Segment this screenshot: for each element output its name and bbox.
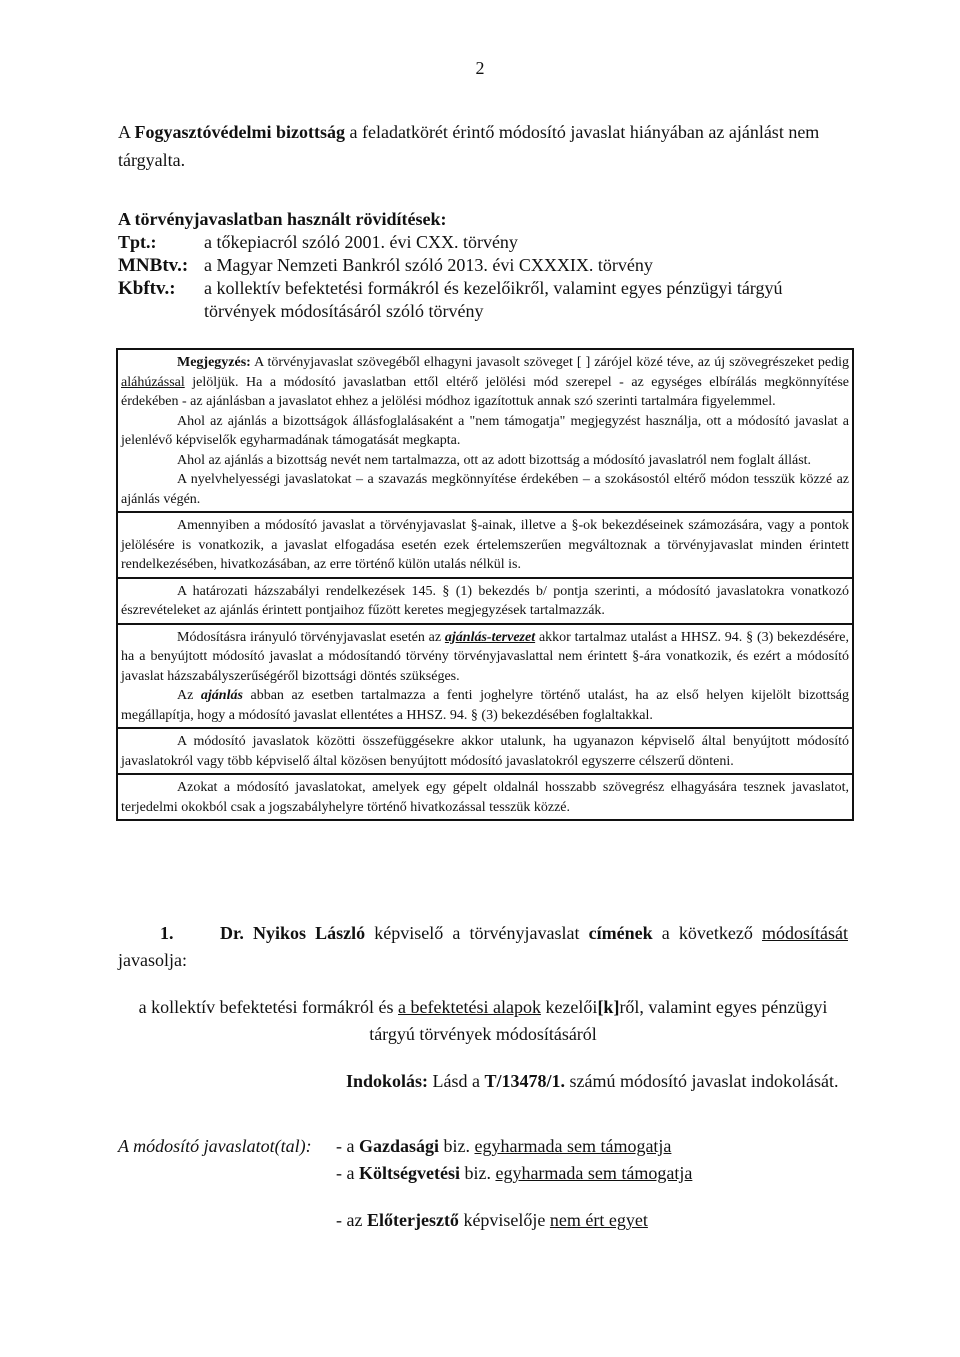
note-term: ajánlás: [200, 688, 243, 703]
amendment-text: a következő: [652, 923, 762, 943]
note-section-relations: [118, 729, 852, 775]
note-paragraph: A módosító javaslatok közötti összefüggésekre akkor utalunk, ha ugyanazon képviselő által benyújtott módosító javaslatokról vagy több képviselő által közösen benyújtott módosító javaslatokról egyszerre célszerű dönteni.: [121, 734, 849, 769]
amended-removed: [k]: [597, 997, 620, 1017]
note-section-length: [118, 775, 852, 819]
positions-label: A módosító javaslatot(tal):: [118, 1136, 312, 1156]
abbreviation-value: a Magyar Nemzeti Bankról szóló 2013. évi CXXXIX. törvény: [204, 255, 653, 275]
committee-name: Költségvetési: [358, 1163, 460, 1183]
note-paragraph: [121, 353, 849, 412]
justification-text: számú módosító javaslat indokolását.: [565, 1071, 839, 1091]
amendment-heading: [118, 920, 848, 974]
mp-name: Dr. Nyikos László: [220, 923, 366, 943]
intro-paragraph: [118, 118, 848, 174]
amended-text: a kollektív befektetési formákról és: [138, 997, 399, 1017]
note-text: Módosításra irányuló törvényjavaslat esetén az: [177, 629, 445, 645]
abbreviation-key: Tpt.:: [118, 232, 157, 252]
amended-text: kezelői: [540, 997, 598, 1017]
note-paragraph: Azokat a módosító javaslatokat, amelyek egy gépelt oldalnál hosszabb szövegrész elhagyására tesznek javaslatot, terjedelmi okokból csak a jogszabályhelyre történő hivatkozással tesszük közzé.: [121, 780, 849, 815]
justification: [346, 1068, 848, 1095]
position-status: nem ért egyet: [549, 1210, 648, 1230]
abbreviation-value: a tőkepiacról szóló 2001. évi CXX. törvény: [204, 232, 518, 252]
position-status: egyharmada sem támogatja: [495, 1163, 693, 1183]
note-paragraph: [121, 628, 849, 687]
note-label: Megjegyzés:: [177, 355, 251, 370]
abbreviation-key: MNBtv.:: [118, 255, 189, 276]
amendment-number: 1.: [160, 923, 174, 943]
position-row: [336, 1207, 692, 1234]
position-text: képviselője: [458, 1210, 550, 1230]
note-section-remarks: [118, 579, 852, 625]
amendment-action: módosítását: [762, 923, 848, 943]
abbreviation-value: a kollektív befektetési formákról és kezelőikről, valamint egyes pénzügyi tárgyú törvények módosításáról szóló törvény: [204, 278, 783, 321]
note-paragraph: Ahol az ajánlás a bizottság nevét nem tartalmazza, ott az adott bizottság a módosító javaslatról nem foglalt állást.: [177, 452, 812, 468]
note-paragraph: Ahol az ajánlás a bizottságok állásfoglalásaként a "nem támogatja" megjegyzést használja, ott a módosító javaslat a jelenlévő képviselők egyharmadának támogatását megkapta.: [121, 413, 849, 448]
committee-name: Fogyasztóvédelmi bizottság: [134, 122, 345, 142]
justification-text: Lásd a: [428, 1071, 485, 1091]
note-underlined: aláhúzással: [121, 374, 185, 390]
page-number: 2: [475, 58, 485, 78]
note-text: jelöljük. Ha a módosító javaslatban ettől eltérő jelölési mód szerepel - az egységes elbírálás megkönnyítése érdekében - az ajánlásban a javaslatot ehhez a jelölési módhoz igazítottuk annak szó szerinti tartalmára figyelemmel.: [121, 374, 849, 409]
submitter-name: Előterjesztő: [366, 1210, 459, 1230]
amended-inserted: a befektetési alapok: [398, 997, 541, 1017]
abbreviations-heading: A törvényjavaslatban használt rövidítések:: [118, 209, 447, 229]
position-text: - az: [336, 1210, 367, 1230]
position-status: egyharmada sem támogatja: [474, 1136, 672, 1156]
note-section-numbering: [118, 513, 852, 579]
note-text: abban az esetben tartalmazza a fenti joghelyre történő utalást, ha az első helyen kijelölt bizottság megállapítja, hogy a módosító javaslat ellentétes a HHSZ. 94. § (3) bekezdésében foglaltakkal.: [121, 688, 850, 723]
position-text: biz.: [459, 1163, 496, 1183]
amendment-item: [118, 920, 848, 1234]
position-row: [336, 1133, 692, 1160]
abbreviation-row: [118, 277, 858, 323]
note-paragraph: [121, 686, 849, 725]
note-term: ajánlás-tervezet: [444, 629, 536, 645]
note-section-hhsz: [118, 625, 852, 730]
note-section-markup: [118, 350, 852, 513]
justification-ref: T/13478/1.: [484, 1071, 566, 1091]
intro-rest: a feladatkörét érintő módosító javaslat hiányában az ajánlást nem tárgyalta.: [118, 122, 820, 170]
position-row: [336, 1160, 692, 1187]
position-text: - a: [336, 1136, 359, 1156]
amendment-text: képviselő a törvényjavaslat: [365, 923, 589, 943]
abbreviation-key: Kbftv.:: [118, 278, 176, 299]
note-paragraph: A nyelvhelyességi javaslatokat – a szavazás megkönnyítése érdekében – a szokásostól eltérő módon tesszük közzé az ajánlás végén.: [121, 472, 849, 507]
note-text: akkor tartalmaz utalást a HHSZ. 94. § (3) bekezdésére, ha a benyújtott módosító javaslat a módosítandó törvény törvényjavaslattal nem érintett §-ára vonatkozik, és ezért a módosító javaslat házszabályszerűségéről bizottsági döntés szükséges.: [121, 629, 849, 684]
note-paragraph: Amennyiben a módosító javaslat a törvényjavaslat §-ainak, illetve a §-ok bekezdéseinek számozására, vagy a pontok jelölésére is vonatkozik, a javaslat elfogadása esetén ezek értelemszerűen megváltoznak a törvényjavaslat minden érintett rendelkezésében, hivatkozásában, az erre történő külön utalás nélkül is.: [121, 518, 849, 572]
position-text: biz.: [439, 1136, 475, 1156]
committee-positions: [118, 1133, 848, 1234]
intro-prefix: A: [118, 122, 135, 142]
amendment-target: címének: [588, 923, 653, 943]
notes-box: [116, 348, 854, 821]
positions-list: [336, 1133, 692, 1234]
amended-text: ről, valamint egyes pénzügyi tárgyú törvények módosításáról: [369, 997, 828, 1044]
note-text: A törvényjavaslat szövegéből elhagyni javasolt szöveget [ ] zárójel közé téve, az új szövegrészeket pedig: [250, 355, 849, 370]
amendment-text: javasolja:: [118, 950, 187, 970]
abbreviation-row: [118, 231, 858, 254]
justification-label: Indokolás:: [346, 1071, 429, 1091]
abbreviation-row: [118, 254, 858, 277]
committee-name: Gazdasági: [358, 1136, 439, 1156]
note-text: Az: [177, 688, 201, 703]
position-text: - a: [336, 1163, 359, 1183]
amended-title-text: [118, 994, 848, 1048]
note-paragraph: A határozati házszabályi rendelkezések 145. § (1) bekezdés b/ pontja szerinti, a módosító javaslatokra vonatkozó észrevételeket az ajánlás érintett pontjaihoz fűzött keretes megjegyzések tartalmazzák.: [121, 583, 849, 618]
abbreviations-section: [118, 208, 858, 323]
